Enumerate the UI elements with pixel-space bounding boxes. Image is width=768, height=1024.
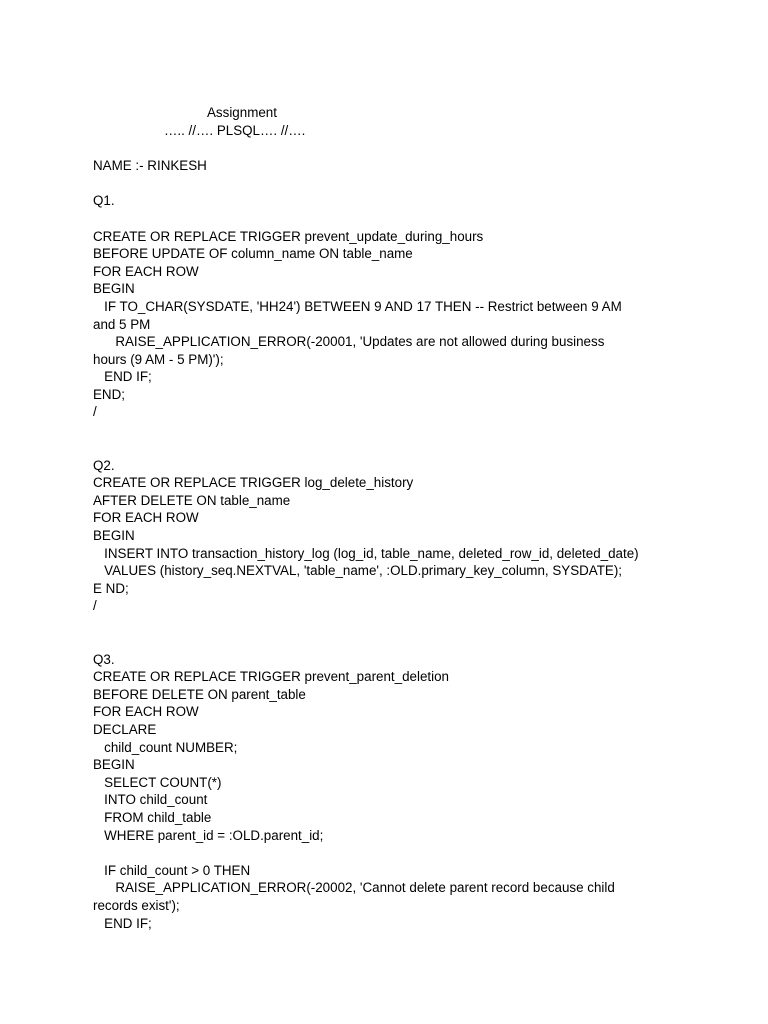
document-title: Assignment [207, 105, 277, 120]
code-line: IF TO_CHAR(SYSDATE, 'HH24') BETWEEN 9 AND 17 THEN -- Restrict between 9 AM [93, 299, 622, 314]
code-line: BEFORE UPDATE OF column_name ON table_name [93, 246, 413, 261]
code-line: BEFORE DELETE ON parent_table [93, 687, 306, 702]
code-line: records exist'); [93, 898, 180, 913]
code-line: child_count NUMBER; [93, 740, 238, 755]
code-line: FOR EACH ROW [93, 264, 199, 279]
code-line: CREATE OR REPLACE TRIGGER prevent_update_during_hours [93, 229, 484, 244]
code-line: VALUES (history_seq.NEXTVAL, 'table_name', :OLD.primary_key_column, SYSDATE); [93, 563, 623, 578]
code-line: CREATE OR REPLACE TRIGGER log_delete_history [93, 475, 414, 490]
code-line: INTO child_count [93, 792, 208, 807]
code-line: AFTER DELETE ON table_name [93, 493, 291, 508]
code-line: FOR EACH ROW [93, 510, 199, 525]
code-line: E ND; [93, 581, 129, 596]
code-line: RAISE_APPLICATION_ERROR(-20002, 'Cannot delete parent record because child [93, 880, 615, 895]
code-line: INSERT INTO transaction_history_log (log_id, table_name, deleted_row_id, deleted_date) [93, 546, 639, 561]
code-line: hours (9 AM - 5 PM)'); [93, 352, 224, 367]
code-line: CREATE OR REPLACE TRIGGER prevent_parent_deletion [93, 669, 449, 684]
question-label-q3: Q3. [93, 652, 115, 667]
code-line: FROM child_table [93, 810, 212, 825]
code-line: DECLARE [93, 722, 157, 737]
code-line: RAISE_APPLICATION_ERROR(-20001, 'Updates are not allowed during business [93, 334, 605, 349]
code-line: FOR EACH ROW [93, 704, 199, 719]
code-line: BEGIN [93, 281, 135, 296]
code-line: BEGIN [93, 528, 135, 543]
code-line: BEGIN [93, 757, 135, 772]
code-line: IF child_count > 0 THEN [93, 863, 251, 878]
code-line: / [93, 598, 97, 613]
document-subtitle: ….. //…. PLSQL…. //…. [164, 123, 306, 138]
code-line: SELECT COUNT(*) [93, 775, 222, 790]
question-label-q1: Q1. [93, 193, 115, 208]
question-label-q2: Q2. [93, 458, 115, 473]
code-line: END IF; [93, 369, 152, 384]
code-line: WHERE parent_id = :OLD.parent_id; [93, 828, 324, 843]
student-name: NAME :- RINKESH [93, 158, 207, 173]
code-line: / [93, 404, 97, 419]
code-line: END; [93, 387, 125, 402]
code-line: END IF; [93, 916, 152, 931]
code-line: and 5 PM [93, 317, 151, 332]
